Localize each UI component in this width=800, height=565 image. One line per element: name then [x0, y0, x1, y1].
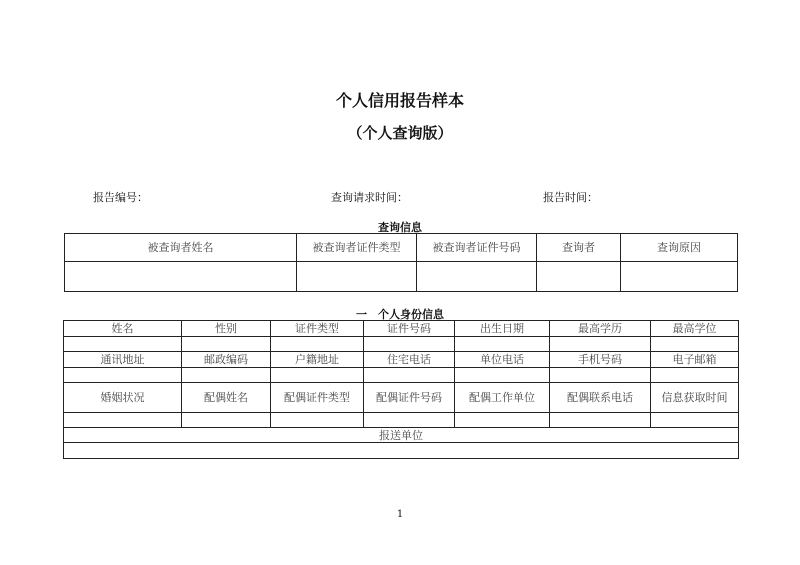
- cell-empty: [182, 368, 271, 383]
- report-number-label: 报告编号：: [93, 191, 148, 204]
- cell-empty: [271, 368, 364, 383]
- cell-empty: [271, 337, 364, 352]
- header-subject-name: 被查询者姓名: [65, 234, 297, 262]
- header-id-number: 证件号码: [364, 321, 455, 337]
- header-spouse-employer: 配偶工作单位: [455, 383, 550, 413]
- header-education: 最高学历: [550, 321, 651, 337]
- header-mobile-phone: 手机号码: [550, 352, 651, 368]
- cell-empty: [550, 413, 651, 428]
- cell-empty: [64, 443, 739, 459]
- header-email: 电子邮箱: [651, 352, 739, 368]
- page-number: 1: [396, 509, 404, 520]
- header-subject-id-type: 被查询者证件类型: [297, 234, 417, 262]
- cell-empty: [651, 337, 739, 352]
- header-spouse-name: 配偶姓名: [182, 383, 271, 413]
- cell-empty: [455, 337, 550, 352]
- cell-empty: [364, 337, 455, 352]
- cell-empty: [64, 337, 182, 352]
- identity-info-table: [63, 320, 739, 459]
- cell-empty: [65, 262, 297, 292]
- cell-empty: [297, 262, 417, 292]
- report-title: 个人信用报告样本: [335, 91, 464, 110]
- cell-empty: [364, 368, 455, 383]
- header-birth-date: 出生日期: [455, 321, 550, 337]
- query-section-heading: 查询信息: [378, 221, 422, 234]
- header-name: 姓名: [64, 321, 182, 337]
- query-time-label: 查询请求时间：: [331, 191, 408, 204]
- cell-empty: [621, 262, 738, 292]
- cell-empty: [182, 413, 271, 428]
- identity-section-heading: 一 个人身份信息: [356, 308, 444, 321]
- cell-empty: [455, 368, 550, 383]
- header-spouse-id-type: 配偶证件类型: [271, 383, 364, 413]
- cell-empty: [550, 337, 651, 352]
- header-gender: 性别: [182, 321, 271, 337]
- report-time-label: 报告时间：: [543, 191, 598, 204]
- header-home-phone: 住宅电话: [364, 352, 455, 368]
- cell-empty: [364, 413, 455, 428]
- cell-empty: [417, 262, 537, 292]
- header-marital-status: 婚姻状况: [64, 383, 182, 413]
- header-spouse-id-number: 配偶证件号码: [364, 383, 455, 413]
- header-spouse-phone: 配偶联系电话: [550, 383, 651, 413]
- cell-empty: [455, 413, 550, 428]
- header-reporting-institution: 报送单位: [64, 428, 739, 443]
- cell-empty: [182, 337, 271, 352]
- header-household-address: 户籍地址: [271, 352, 364, 368]
- header-mailing-address: 通讯地址: [64, 352, 182, 368]
- cell-empty: [550, 368, 651, 383]
- cell-empty: [64, 368, 182, 383]
- cell-empty: [651, 413, 739, 428]
- cell-empty: [537, 262, 621, 292]
- header-work-phone: 单位电话: [455, 352, 550, 368]
- query-info-table: [64, 233, 738, 292]
- header-querier: 查询者: [537, 234, 621, 262]
- header-info-time: 信息获取时间: [651, 383, 739, 413]
- header-degree: 最高学位: [651, 321, 739, 337]
- report-subtitle: （个人查询版）: [347, 124, 453, 142]
- cell-empty: [651, 368, 739, 383]
- header-query-reason: 查询原因: [621, 234, 738, 262]
- header-subject-id-number: 被查询者证件号码: [417, 234, 537, 262]
- cell-empty: [64, 413, 182, 428]
- header-postal-code: 邮政编码: [182, 352, 271, 368]
- header-id-type: 证件类型: [271, 321, 364, 337]
- cell-empty: [271, 413, 364, 428]
